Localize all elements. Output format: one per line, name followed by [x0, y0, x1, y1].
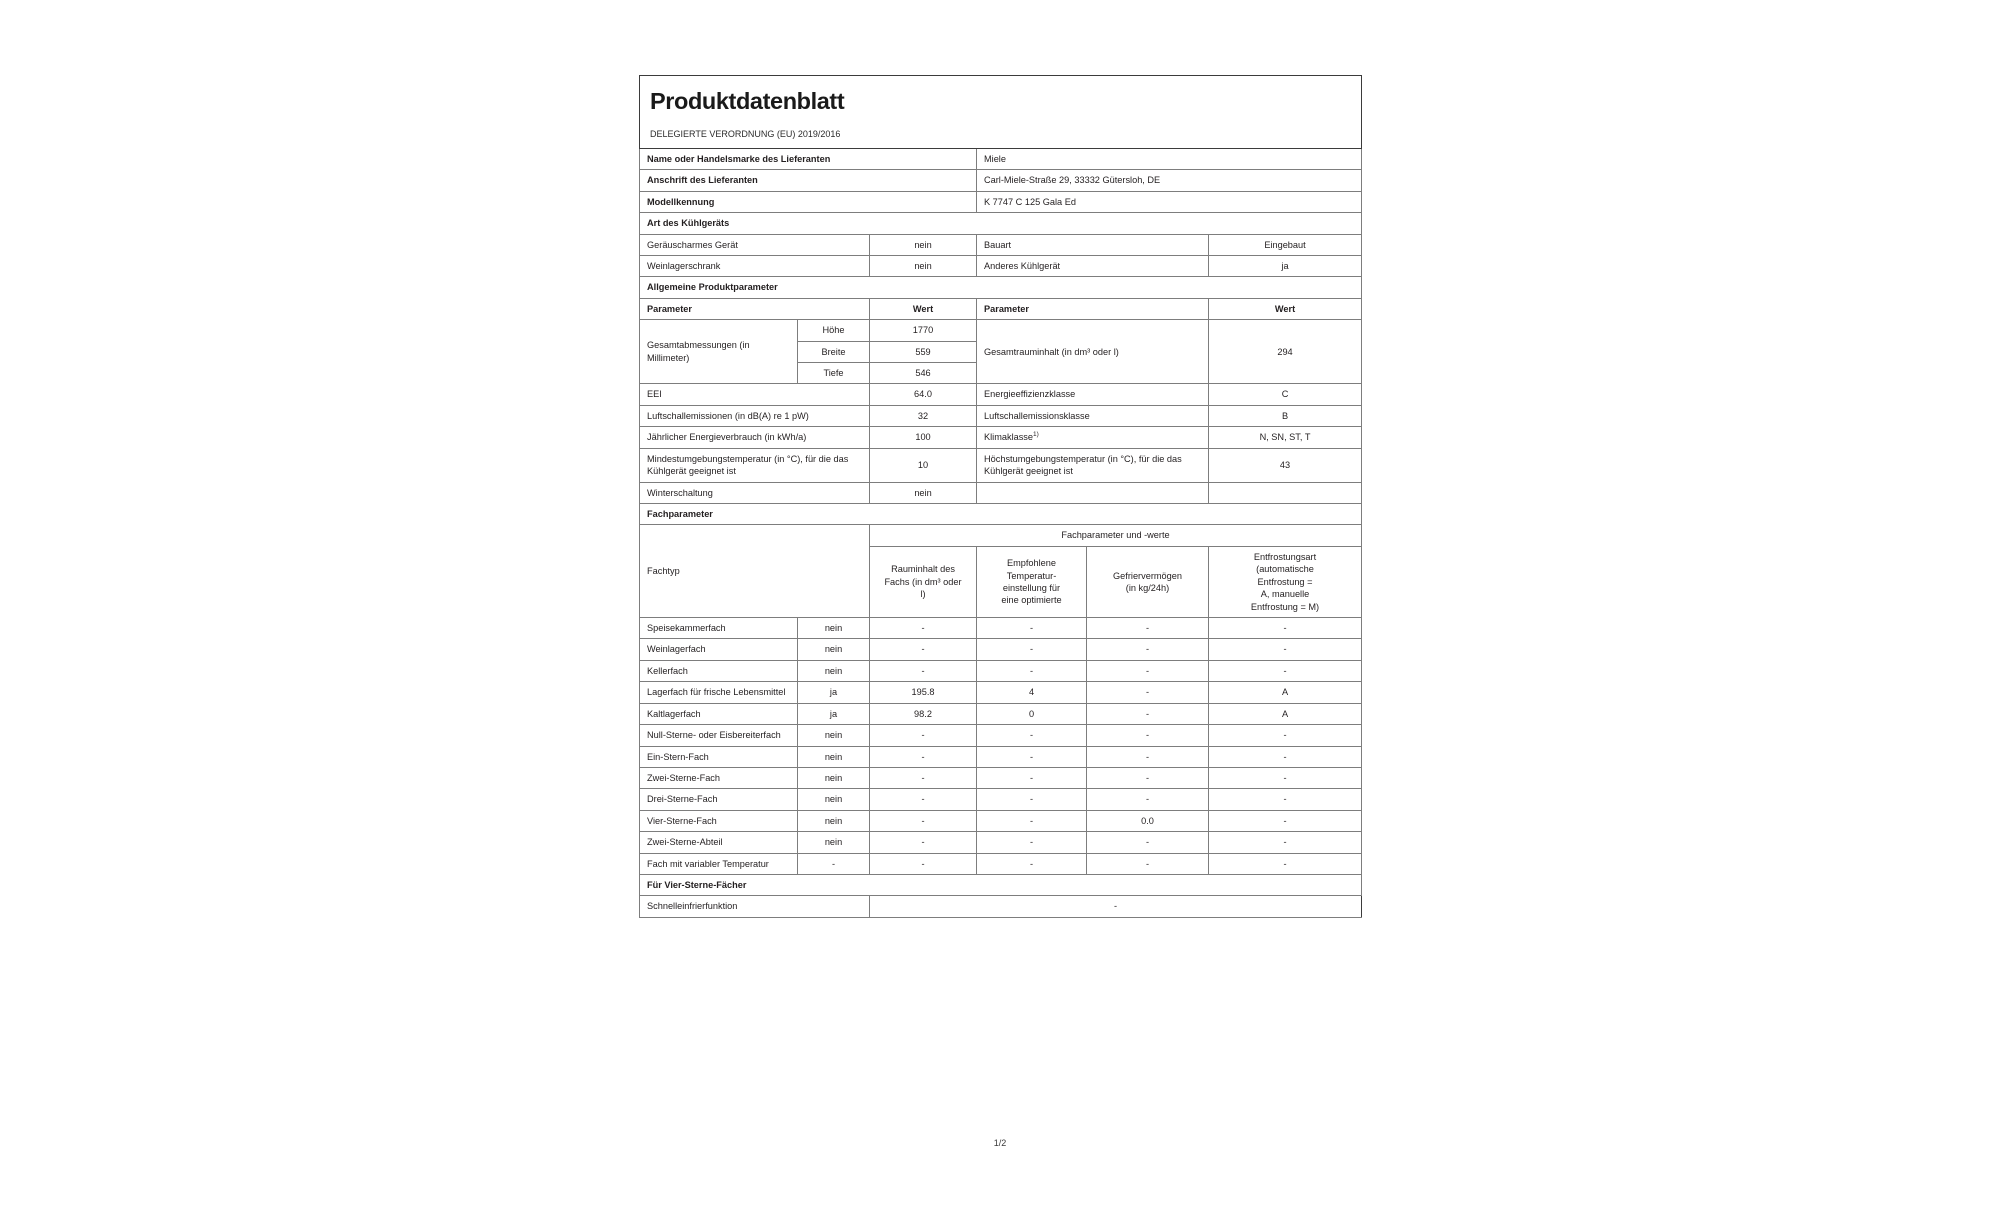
regulation-text: DELEGIERTE VERORDNUNG (EU) 2019/2016	[650, 128, 841, 139]
compartment-freezing-capacity: -	[1087, 767, 1209, 788]
appliance-type-section-row	[640, 213, 1362, 234]
compartment-volume: 195.8	[870, 682, 977, 703]
compartment-defrost: -	[1209, 660, 1362, 681]
general-parameters-section-row	[640, 277, 1362, 298]
supplier-address-value: Carl-Miele-Straße 29, 33332 Gütersloh, DE	[977, 170, 1362, 191]
compartment-freezing-capacity: -	[1087, 682, 1209, 703]
total-volume-label: Gesamtrauminhalt (in dm³ oder l)	[977, 320, 1209, 384]
table-row	[640, 618, 1362, 639]
compartment-defrost: -	[1209, 832, 1362, 853]
quiet-appliance-label: Geräuscharmes Gerät	[640, 234, 870, 255]
compartment-type: Ein-Stern-Fach	[640, 746, 798, 767]
compartment-present: ja	[798, 703, 870, 724]
climate-class-value: N, SN, ST, T	[1209, 427, 1362, 448]
compartment-section-title: Fachparameter	[640, 504, 1362, 525]
appliance-type-row-0	[640, 234, 1362, 255]
supplier-name-label: Name oder Handelsmarke des Lieferanten	[640, 148, 977, 169]
general-row-eei	[640, 384, 1362, 405]
compartment-section-row	[640, 504, 1362, 525]
table-row	[640, 832, 1362, 853]
energy-class-value: C	[1209, 384, 1362, 405]
construction-type-value: Eingebaut	[1209, 234, 1362, 255]
compartment-present: nein	[798, 618, 870, 639]
other-appliance-label: Anderes Kühlgerät	[977, 255, 1209, 276]
eei-label: EEI	[640, 384, 870, 405]
compartment-freezing-capacity: -	[1087, 789, 1209, 810]
climate-class-label-cell	[977, 427, 1209, 448]
compartment-volume: -	[870, 660, 977, 681]
regulation-row	[640, 118, 1362, 149]
compartment-type: Vier-Sterne-Fach	[640, 810, 798, 831]
table-row	[640, 746, 1362, 767]
compartment-temperature: 4	[977, 682, 1087, 703]
table-row	[640, 853, 1362, 874]
compartment-col-defrost-header: Entfrostungsart (automatische Entfrostung = A, manuelle Entfrostung = M)	[1209, 546, 1362, 617]
product-fiche-table	[639, 75, 1362, 918]
table-row	[640, 789, 1362, 810]
climate-class-label: Klimaklasse	[984, 432, 1034, 443]
dimension-name-hoehe: Höhe	[798, 320, 870, 341]
compartment-temperature: -	[977, 725, 1087, 746]
wine-cabinet-value: nein	[870, 255, 977, 276]
table-row	[640, 767, 1362, 788]
max-ambient-temp-value: 43	[1209, 448, 1362, 482]
compartment-present: nein	[798, 832, 870, 853]
fast-freeze-value: -	[870, 896, 1362, 917]
title-cell	[640, 76, 1362, 118]
winter-setting-filler-left	[977, 482, 1209, 503]
compartment-freezing-capacity: -	[1087, 832, 1209, 853]
compartment-type-header: Fachtyp	[640, 525, 870, 618]
compartment-col-freezing-header: Gefriervermögen (in kg/24h)	[1087, 546, 1209, 617]
compartment-defrost: A	[1209, 682, 1362, 703]
compartment-volume: -	[870, 853, 977, 874]
value-header-left: Wert	[870, 298, 977, 319]
model-label: Modellkennung	[640, 191, 977, 212]
compartment-present: nein	[798, 810, 870, 831]
noise-emission-value: 32	[870, 405, 977, 426]
other-appliance-value: ja	[1209, 255, 1362, 276]
compartment-present: nein	[798, 660, 870, 681]
compartment-temperature: -	[977, 639, 1087, 660]
page-footer	[639, 1138, 1361, 1148]
dimension-name-tiefe: Tiefe	[798, 363, 870, 384]
compartment-volume: -	[870, 810, 977, 831]
compartment-type: Kellerfach	[640, 660, 798, 681]
compartment-freezing-capacity: -	[1087, 746, 1209, 767]
winter-setting-label: Winterschaltung	[640, 482, 870, 503]
compartment-type: Lagerfach für frische Lebensmittel	[640, 682, 798, 703]
table-row	[640, 660, 1362, 681]
max-ambient-temp-label: Höchstumgebungstemperatur (in °C), für die das Kühlgerät geeignet ist	[977, 448, 1209, 482]
title-row	[640, 76, 1362, 118]
product-fiche-sheet	[639, 75, 1361, 918]
wine-cabinet-label: Weinlagerschrank	[640, 255, 870, 276]
compartment-defrost: -	[1209, 639, 1362, 660]
winter-setting-filler-right	[1209, 482, 1362, 503]
compartment-temperature: -	[977, 789, 1087, 810]
compartment-freezing-capacity: -	[1087, 703, 1209, 724]
page-number: 1/2	[993, 1138, 1007, 1148]
general-parameters-header-row	[640, 298, 1362, 319]
compartment-type: Drei-Sterne-Fach	[640, 789, 798, 810]
compartment-col-temperature-header: Empfohlene Temperatur- einstellung für eine optimierte	[977, 546, 1087, 617]
compartment-temperature: -	[977, 746, 1087, 767]
compartment-volume: -	[870, 832, 977, 853]
noise-emission-label: Luftschallemissionen (in dB(A) re 1 pW)	[640, 405, 870, 426]
model-value: K 7747 C 125 Gala Ed	[977, 191, 1362, 212]
compartment-type: Null-Sterne- oder Eisbereiterfach	[640, 725, 798, 746]
compartment-freezing-capacity: -	[1087, 853, 1209, 874]
compartment-defrost: A	[1209, 703, 1362, 724]
compartment-type: Kaltlagerfach	[640, 703, 798, 724]
table-row	[640, 639, 1362, 660]
compartment-col-volume-header: Rauminhalt des Fachs (in dm³ oder l)	[870, 546, 977, 617]
compartment-temperature: -	[977, 832, 1087, 853]
energy-class-label: Energieeffizienzklasse	[977, 384, 1209, 405]
supplier-address-label: Anschrift des Lieferanten	[640, 170, 977, 191]
annual-energy-value: 100	[870, 427, 977, 448]
dimensions-label: Gesamtabmessungen (in Millimeter)	[640, 320, 798, 384]
four-star-section-row	[640, 875, 1362, 896]
compartment-present: nein	[798, 725, 870, 746]
compartment-temperature: -	[977, 767, 1087, 788]
quiet-appliance-value: nein	[870, 234, 977, 255]
compartment-temperature: -	[977, 853, 1087, 874]
compartment-temperature: -	[977, 810, 1087, 831]
compartment-defrost: -	[1209, 810, 1362, 831]
compartment-type: Zwei-Sterne-Fach	[640, 767, 798, 788]
compartment-defrost: -	[1209, 746, 1362, 767]
compartment-present: -	[798, 853, 870, 874]
dimension-value-hoehe: 1770	[870, 320, 977, 341]
compartment-present: nein	[798, 639, 870, 660]
noise-class-label: Luftschallemissionsklasse	[977, 405, 1209, 426]
four-star-section-title: Für Vier-Sterne-Fächer	[640, 875, 1362, 896]
noise-class-value: B	[1209, 405, 1362, 426]
compartment-type: Weinlagerfach	[640, 639, 798, 660]
compartment-volume: -	[870, 767, 977, 788]
compartment-group-header: Fachparameter und -werte	[870, 525, 1362, 546]
page-title: Produktdatenblatt	[650, 88, 845, 114]
general-row-energy	[640, 427, 1362, 448]
compartment-volume: -	[870, 639, 977, 660]
param-header-left: Parameter	[640, 298, 870, 319]
appliance-type-section-title: Art des Kühlgeräts	[640, 213, 1362, 234]
table-row	[640, 703, 1362, 724]
compartment-present: ja	[798, 682, 870, 703]
compartment-group-header-row	[640, 525, 1362, 546]
supplier-name-row	[640, 148, 1362, 169]
supplier-name-value: Miele	[977, 148, 1362, 169]
table-row	[640, 725, 1362, 746]
construction-type-label: Bauart	[977, 234, 1209, 255]
table-row	[640, 810, 1362, 831]
compartment-present: nein	[798, 767, 870, 788]
compartment-type: Zwei-Sterne-Abteil	[640, 832, 798, 853]
general-row-winter-setting	[640, 482, 1362, 503]
compartment-freezing-capacity: 0.0	[1087, 810, 1209, 831]
winter-setting-value: nein	[870, 482, 977, 503]
compartment-volume: -	[870, 746, 977, 767]
compartment-present: nein	[798, 746, 870, 767]
fast-freeze-row	[640, 896, 1362, 917]
value-header-right: Wert	[1209, 298, 1362, 319]
compartment-volume: -	[870, 789, 977, 810]
eei-value: 64.0	[870, 384, 977, 405]
dimension-value-tiefe: 546	[870, 363, 977, 384]
appliance-type-row-1	[640, 255, 1362, 276]
compartment-freezing-capacity: -	[1087, 725, 1209, 746]
dimension-value-breite: 559	[870, 341, 977, 362]
compartment-temperature: -	[977, 618, 1087, 639]
compartment-type: Fach mit variabler Temperatur	[640, 853, 798, 874]
annual-energy-label: Jährlicher Energieverbrauch (in kWh/a)	[640, 427, 870, 448]
climate-class-footnote-marker: 1)	[1033, 431, 1039, 439]
compartment-defrost: -	[1209, 789, 1362, 810]
compartment-temperature: -	[977, 660, 1087, 681]
dimension-name-breite: Breite	[798, 341, 870, 362]
supplier-address-row	[640, 170, 1362, 191]
compartment-defrost: -	[1209, 725, 1362, 746]
general-row-noise	[640, 405, 1362, 426]
compartment-volume: -	[870, 725, 977, 746]
compartment-volume: -	[870, 618, 977, 639]
general-parameters-section-title: Allgemeine Produktparameter	[640, 277, 1362, 298]
compartment-freezing-capacity: -	[1087, 660, 1209, 681]
compartment-defrost: -	[1209, 853, 1362, 874]
model-row	[640, 191, 1362, 212]
compartment-defrost: -	[1209, 618, 1362, 639]
min-ambient-temp-label: Mindestumgebungstemperatur (in °C), für die das Kühlgerät geeignet ist	[640, 448, 870, 482]
total-volume-value: 294	[1209, 320, 1362, 384]
compartment-defrost: -	[1209, 767, 1362, 788]
compartment-freezing-capacity: -	[1087, 618, 1209, 639]
regulation-cell	[640, 118, 1362, 149]
param-header-right: Parameter	[977, 298, 1209, 319]
compartment-volume: 98.2	[870, 703, 977, 724]
min-ambient-temp-value: 10	[870, 448, 977, 482]
compartment-freezing-capacity: -	[1087, 639, 1209, 660]
general-row-ambient-temp	[640, 448, 1362, 482]
table-row	[640, 682, 1362, 703]
dimensions-row-hoehe	[640, 320, 1362, 341]
compartment-temperature: 0	[977, 703, 1087, 724]
compartment-type: Speisekammerfach	[640, 618, 798, 639]
compartment-present: nein	[798, 789, 870, 810]
fast-freeze-label: Schnelleinfrierfunktion	[640, 896, 870, 917]
